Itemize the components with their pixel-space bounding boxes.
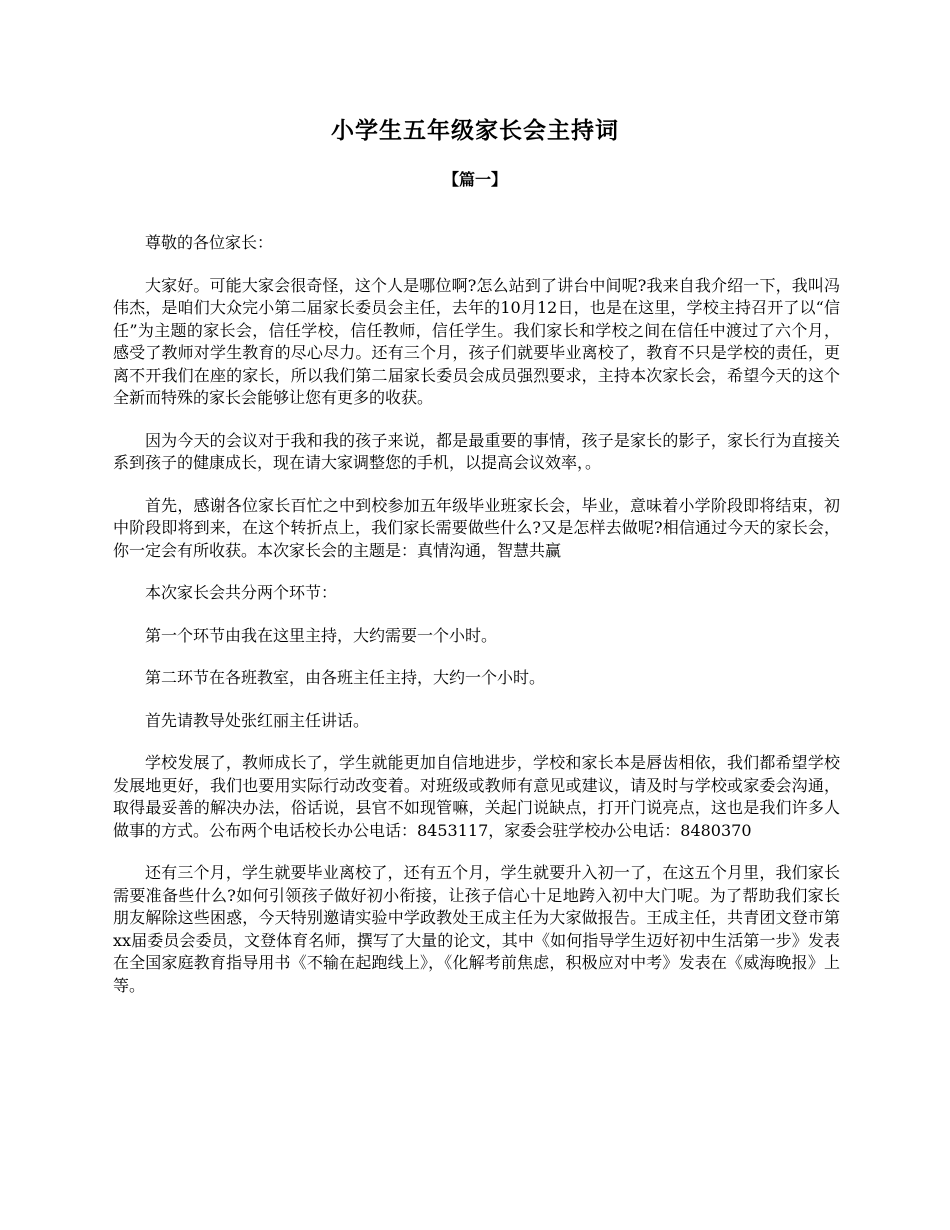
document-body bbox=[113, 232, 840, 1017]
paragraph-speaker-intro: 首先请教导处张红丽主任讲话。 bbox=[145, 710, 370, 730]
paragraph-section-two: 第二环节在各班教室，由各班主任主持，大约一个小时。 bbox=[145, 668, 546, 687]
paragraph-meeting-theme: 首先，感谢各位家长百忙之中到校参加五年级毕业班家长会，毕业，意味着小学阶段即将结束，初中阶段即将到来，在这个转折点上，我们家长需要做些什么?又是怎样去做呢?相信通过今天的家长会，你一定会有所收获。本次家长会的主题是：真情沟通，智慧共赢 bbox=[113, 495, 840, 560]
paragraph-phone-notice: 因为今天的会议对于我和我的孩子来说，都是最重要的事情，孩子是家长的影子，家长行为直接关系到孩子的健康成长，现在请大家调整您的手机，以提高会议效率，。 bbox=[113, 430, 840, 472]
paragraph-introduction: 大家好。可能大家会很奇怪，这个人是哪位啊?怎么站到了讲台中间呢?我来自我介绍一下，我叫冯伟杰，是咱们大众完小第二届家长委员会主任，去年的10月12日，也是在这里，学校主持召开了以“信任”为主题的家长会，信任学校，信任教师，信任学生。我们家长和学校之间在信任中渡过了六个月，感受了教师对学生教育的尽心尽力。还有三个月，孩子们就要毕业离校了，教育不只是学校的责任，更离不开我们在座的家长，所以我们第二届家长委员会成员强烈要求，主持本次家长会，希望今天的这个全新而特殊的家长会能够让您有更多的收获。 bbox=[113, 275, 840, 407]
paragraph-guest-report: 还有三个月，学生就要毕业离校了，还有五个月，学生就要升入初一了，在这五个月里，我们家长需要准备些什么?如何引领孩子做好初小衔接，让孩子信心十足地跨入初中大门呢。为了帮助我们家长朋友解除这些困惑，今天特别邀请实验中学政教处王成主任为大家做报告。王成主任，共青团文登市第xx届委员会委员，文登体育名师，撰写了大量的论文，其中《如何指导学生迈好初中生活第一步》发表在全国家庭教育指导用书《不输在起跑线上》，《化解考前焦虑，积极应对中考》发表在《威海晚报》上等。 bbox=[113, 863, 840, 995]
paragraph-school-contact: 学校发展了，教师成长了，学生就能更加自信地进步，学校和家长本是唇齿相依，我们都希望学校发展地更好，我们也要用实际行动改变着。对班级或教师有意见或建议，请及时与学校或家委会沟通，取得最妥善的解决办法，俗话说，县官不如现管嘛，关起门说缺点，打开门说亮点，这也是我们许多人做事的方式。公布两个电话校长办公电话：8453117，家委会驻学校办公电话：8480370 bbox=[113, 753, 840, 840]
document-title: 小学生五年级家长会主持词 bbox=[331, 117, 619, 144]
section-label: 【篇一】 bbox=[442, 170, 507, 189]
paragraph-salutation: 尊敬的各位家长： bbox=[145, 233, 274, 252]
paragraph-sections-overview: 本次家长会共分两个环节： bbox=[145, 583, 338, 602]
paragraph-section-one: 第一个环节由我在这里主持，大约需要一个小时。 bbox=[145, 625, 498, 645]
